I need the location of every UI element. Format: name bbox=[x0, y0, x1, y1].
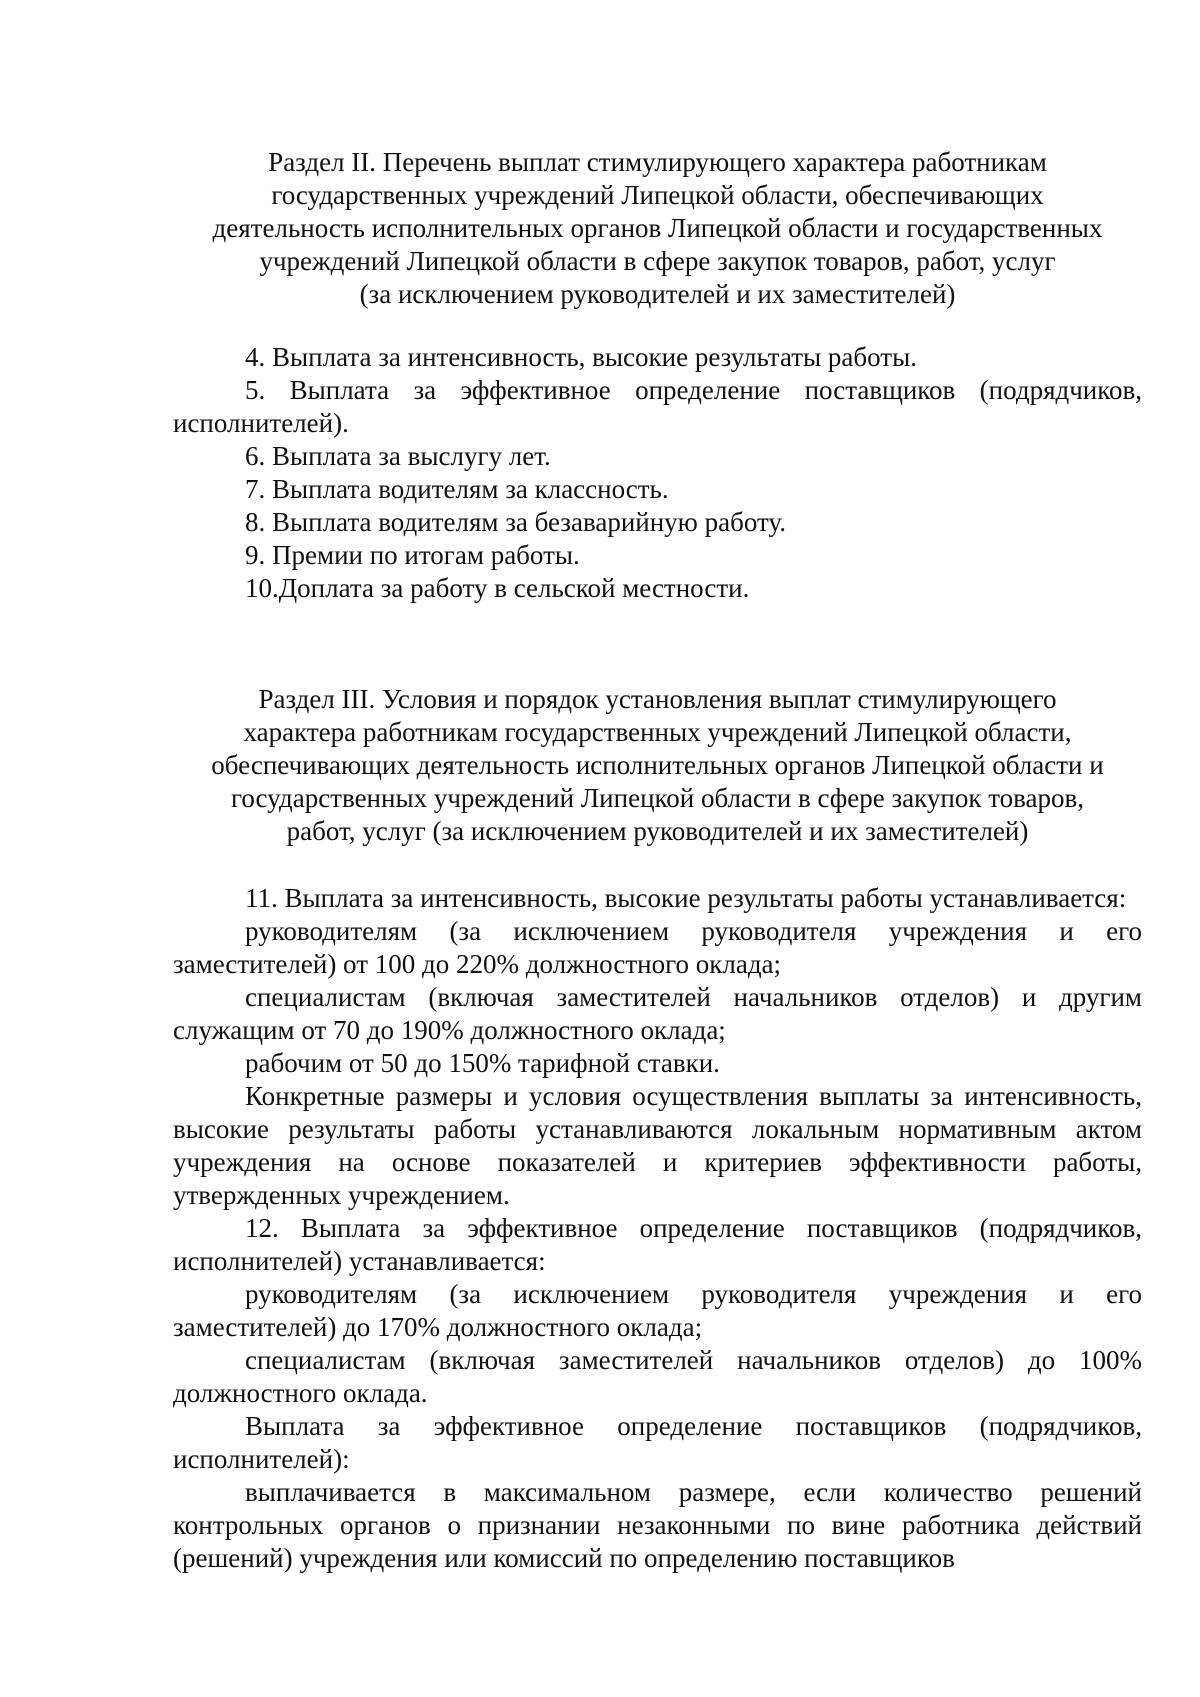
section-2-heading-line: Раздел II. Перечень выплат стимулирующего характера работникам bbox=[268, 147, 1047, 177]
section-2-heading-line: государственных учреждений Липецкой области, обеспечивающих bbox=[271, 180, 1044, 210]
section-2-heading-line: деятельность исполнительных органов Липецкой области и государственных bbox=[212, 213, 1103, 243]
section-3-heading-line: государственных учреждений Липецкой области в сфере закупок товаров, bbox=[230, 783, 1085, 813]
list-item: 6. Выплата за выслугу лет. bbox=[245, 441, 551, 471]
section-3-heading bbox=[173, 683, 1142, 848]
paragraph: Конкретные размеры и условия осуществления выплаты за интенсивность, высокие результаты работы устанавливаются локальным нормативным актом учреждения на основе показателей и критериев эффективности работы, утвержденных учреждением. bbox=[173, 1081, 1142, 1210]
section-2-heading-line: (за исключением руководителей и их заместителей) bbox=[359, 279, 956, 309]
list-item: 5. Выплата за эффективное определение поставщиков (подрядчиков, исполнителей). bbox=[173, 375, 1142, 438]
list-item: 8. Выплата водителям за безаварийную работу. bbox=[245, 507, 786, 537]
list-item: 7. Выплата водителям за классность. bbox=[245, 474, 669, 504]
section-3-heading-line: характера работникам государственных учреждений Липецкой области, bbox=[243, 717, 1072, 747]
paragraph: руководителям (за исключением руководителя учреждения и его заместителей) от 100 до 220% должностного оклада; bbox=[173, 916, 1142, 979]
list-item: 9. Премии по итогам работы. bbox=[245, 540, 580, 570]
section-2-list bbox=[173, 341, 1142, 605]
section-3-body bbox=[173, 882, 1142, 1575]
section-3-heading-line: обеспечивающих деятельность исполнительных органов Липецкой области и bbox=[211, 750, 1104, 780]
paragraph: рабочим от 50 до 150% тарифной ставки. bbox=[245, 1048, 720, 1078]
paragraph: специалистам (включая заместителей начальников отделов) и другим служащим от 70 до 190% должностного оклада; bbox=[173, 982, 1142, 1045]
paragraph: 11. Выплата за интенсивность, высокие результаты работы устанавливается: bbox=[245, 883, 1127, 913]
paragraph: специалистам (включая заместителей начальников отделов) до 100% должностного оклада. bbox=[173, 1345, 1142, 1408]
list-item: 4. Выплата за интенсивность, высокие результаты работы. bbox=[245, 342, 917, 372]
paragraph: 12. Выплата за эффективное определение поставщиков (подрядчиков, исполнителей) устанавливается: bbox=[173, 1213, 1142, 1276]
paragraph: руководителям (за исключением руководителя учреждения и его заместителей) до 170% должностного оклада; bbox=[173, 1279, 1142, 1342]
document-body bbox=[173, 146, 1142, 1575]
section-2-heading-line: учреждений Липецкой области в сфере закупок товаров, работ, услуг bbox=[259, 246, 1056, 276]
section-2-heading bbox=[173, 146, 1142, 311]
section-3-heading-line: работ, услуг (за исключением руководителей и их заместителей) bbox=[286, 816, 1029, 846]
paragraph: выплачивается в максимальном размере, если количество решений контрольных органов о признании незаконными по вине работника действий (решений) учреждения или комиссий по определению поставщиков bbox=[173, 1477, 1142, 1573]
paragraph: Выплата за эффективное определение поставщиков (подрядчиков, исполнителей): bbox=[173, 1411, 1142, 1474]
list-item: 10.Доплата за работу в сельской местности. bbox=[245, 573, 750, 603]
section-3-heading-line: Раздел III. Условия и порядок установления выплат стимулирующего bbox=[258, 684, 1057, 714]
